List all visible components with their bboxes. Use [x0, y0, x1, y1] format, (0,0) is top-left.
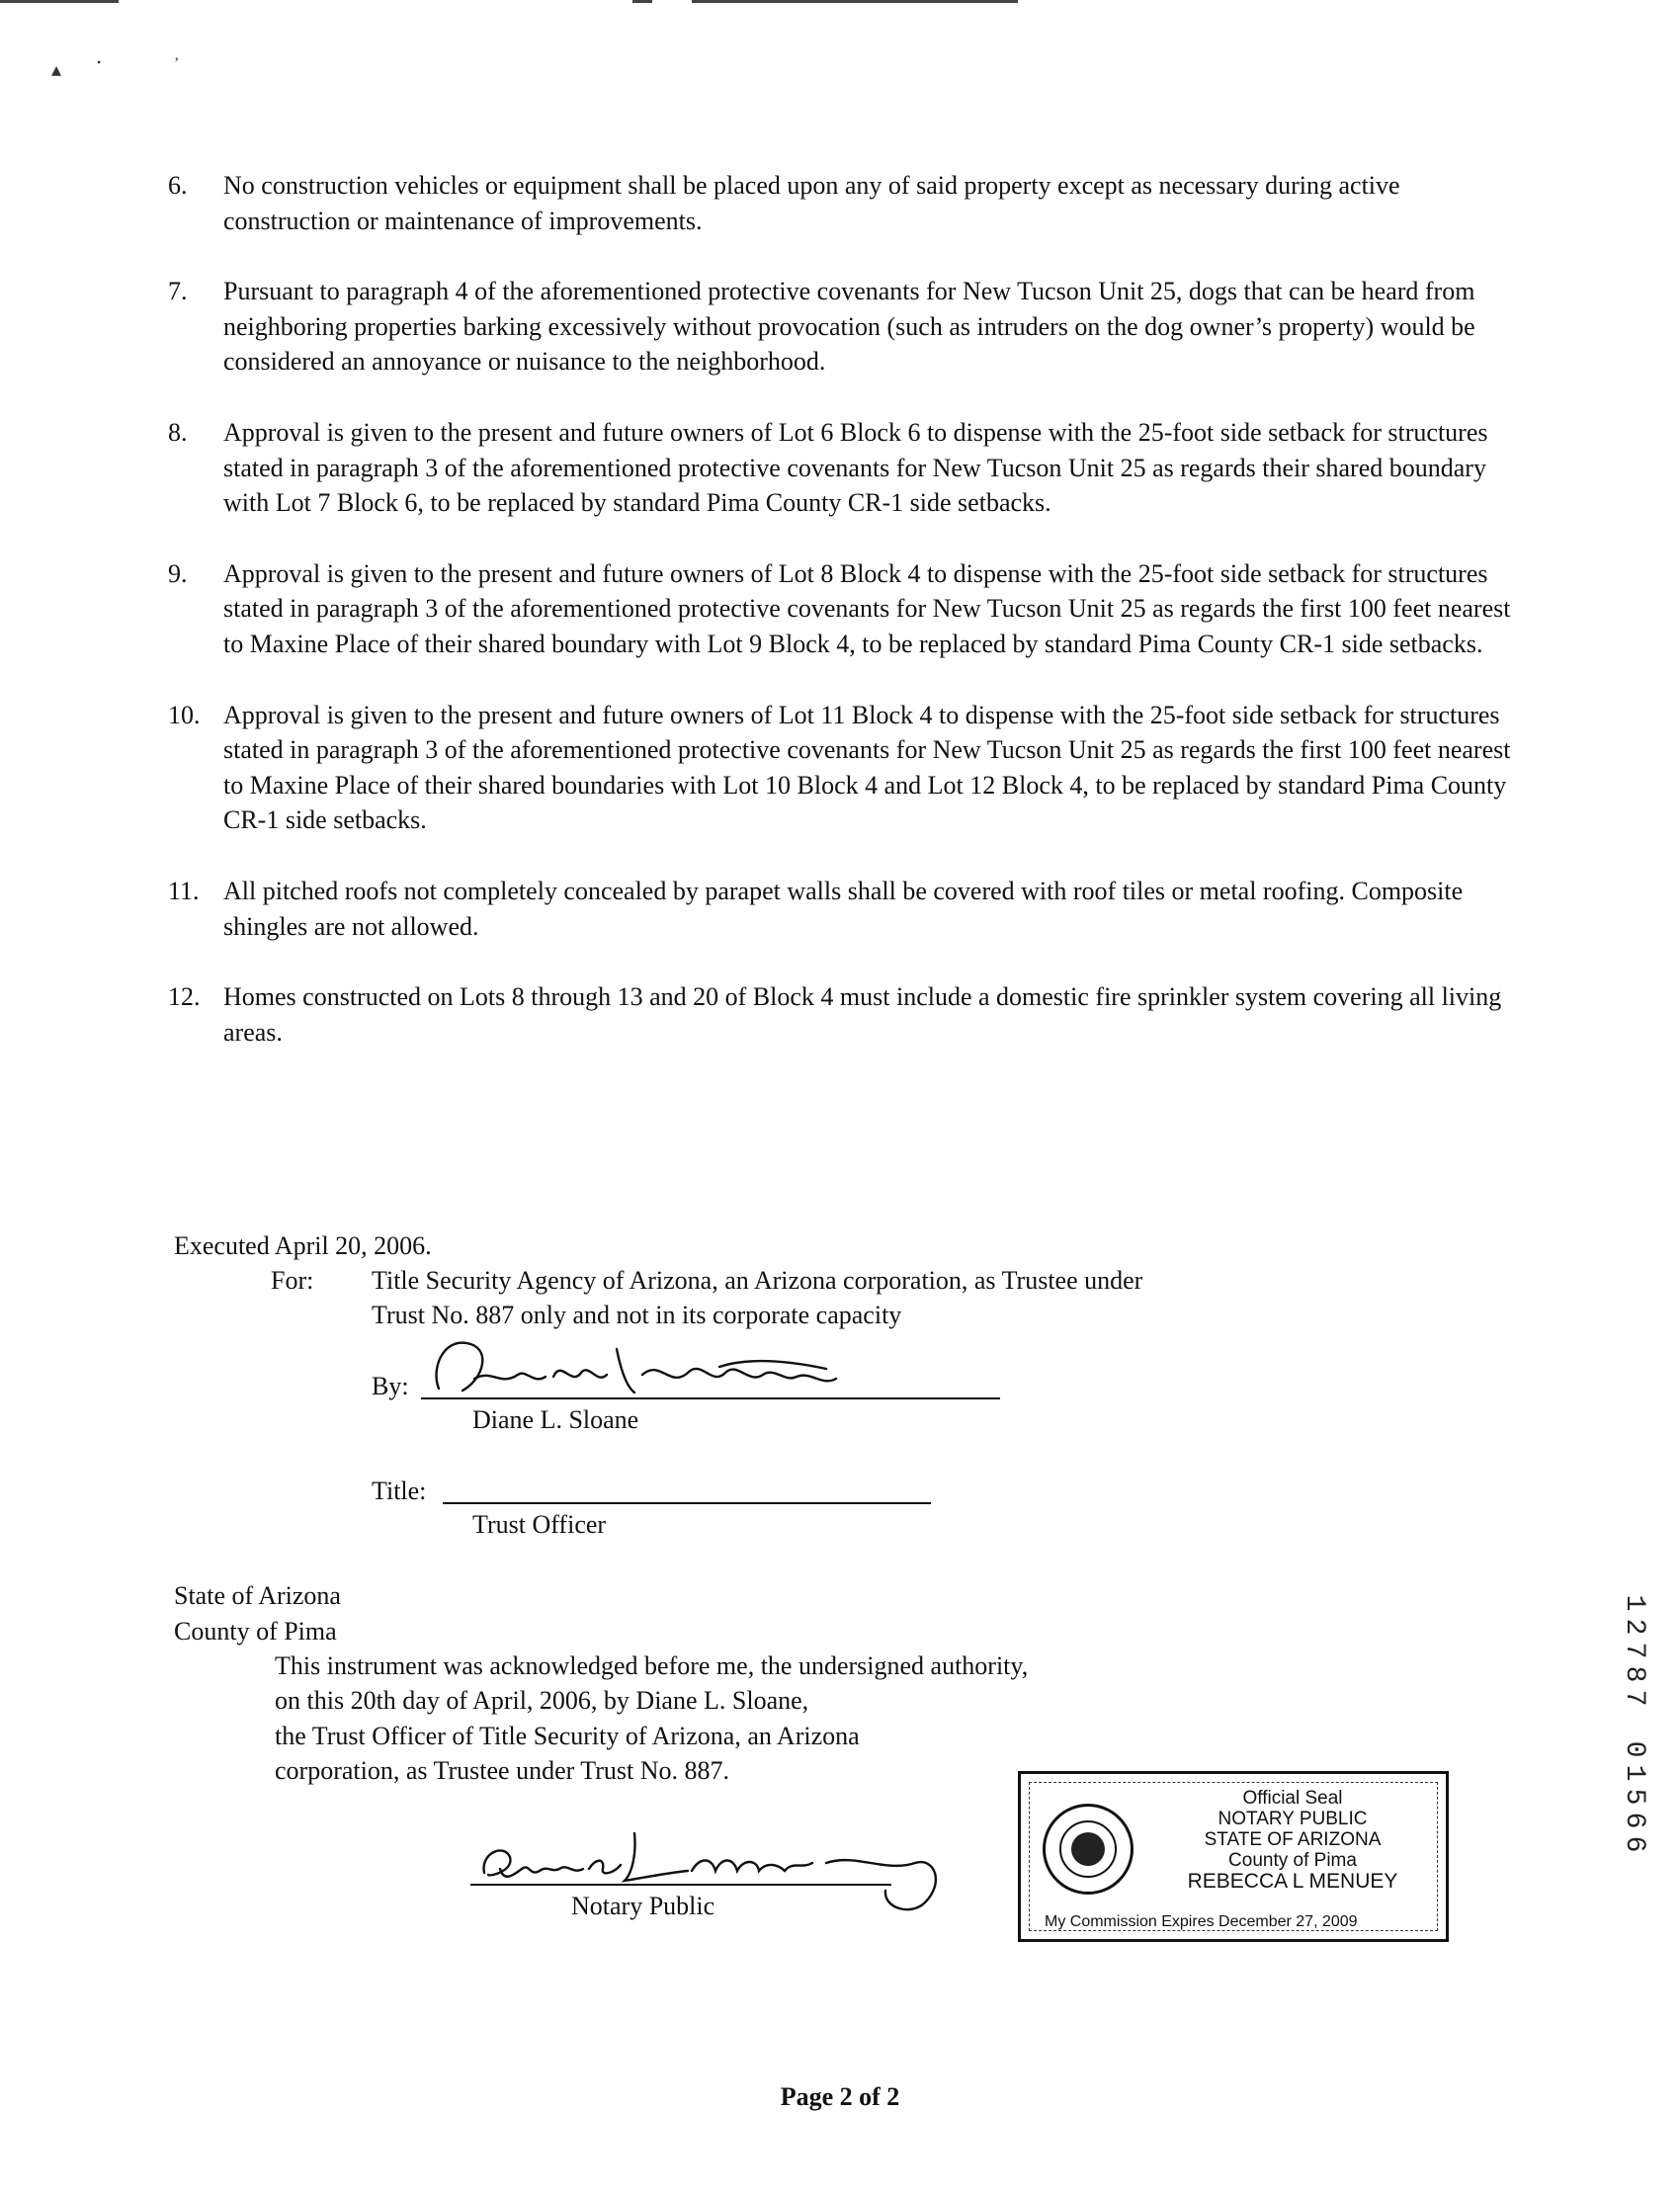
- item-text: All pitched roofs not completely concealed by parapet walls shall be covered with roof tiles or metal roofing. Composite shingles are not allowed.: [223, 876, 1464, 941]
- covenant-item: [168, 698, 1522, 838]
- covenant-item: [168, 979, 1522, 1050]
- by-label: By:: [372, 1372, 409, 1400]
- seal-line: STATE OF ARIZONA: [1204, 1829, 1382, 1850]
- recording-digit: 6: [1619, 1835, 1649, 1853]
- covenant-item: [168, 415, 1522, 521]
- recording-digit: 1: [1619, 1764, 1649, 1782]
- ack-line-3: the Trust Officer of Title Security of Arizona, an Arizona: [275, 1722, 860, 1750]
- covenant-item: [168, 274, 1522, 380]
- ack-line-4: corporation, as Trustee under Trust No. 887.: [275, 1756, 730, 1785]
- recording-number: [1619, 1591, 1648, 1856]
- recording-digit: 7: [1619, 1689, 1649, 1707]
- seal-text: [1159, 1788, 1426, 1892]
- scan-speck: •: [97, 55, 102, 69]
- recording-digit: 0: [1619, 1740, 1649, 1758]
- notary-signature-line: [470, 1884, 891, 1886]
- scan-speck: ▴: [51, 59, 62, 81]
- ack-state: State of Arizona: [174, 1581, 341, 1610]
- seal-commission-expiry: My Commission Expires December 27, 2009: [1045, 1913, 1358, 1930]
- for-label: For:: [271, 1266, 314, 1295]
- covenant-item: [168, 874, 1522, 944]
- item-text: Homes constructed on Lots 8 through 13 and 20 of Block 4 must include a domestic fire sprinkler system covering all living areas.: [223, 982, 1502, 1047]
- item-number: 6.: [168, 171, 188, 200]
- covenant-item: [168, 168, 1522, 238]
- signer-title: Trust Officer: [472, 1510, 607, 1539]
- item-text: Approval is given to the present and future owners of Lot 11 Block 4 to dispense with the 25-foot side setback for structures stated in paragraph 3 of the aforementioned protective covenants for New Tucson Unit 25 as regards the first 100 feet nearest to Maxine Place of their shared boundaries with Lot 10 Block 4 and Lot 12 Block 4, to be replaced by standard Pima County CR-1 side setbacks.: [223, 700, 1511, 835]
- title-label: Title:: [372, 1477, 427, 1505]
- notary-seal-stamp: [1018, 1771, 1449, 1942]
- ack-county: County of Pima: [174, 1617, 337, 1646]
- item-number: 9.: [168, 558, 188, 588]
- recording-digit: 5: [1619, 1788, 1649, 1806]
- recording-digit: 6: [1619, 1812, 1649, 1829]
- notary-label: Notary Public: [571, 1892, 715, 1920]
- item-number: 10.: [168, 700, 201, 729]
- scan-top-edge: [0, 0, 1680, 5]
- for-line-1: Title Security Agency of Arizona, an Arizona corporation, as Trustee under: [372, 1266, 1143, 1295]
- recording-digit: 8: [1619, 1665, 1649, 1683]
- title-line: [443, 1502, 931, 1504]
- item-number: 7.: [168, 277, 188, 306]
- ack-line-2: on this 20th day of April, 2006, by Diane L. Sloane,: [275, 1686, 809, 1715]
- seal-line: Official Seal: [1242, 1788, 1343, 1809]
- covenant-items: [168, 168, 1522, 1085]
- executed-date: Executed April 20, 2006.: [174, 1231, 432, 1260]
- signer-name: Diane L. Sloane: [472, 1405, 639, 1434]
- scan-speck: ʼ: [174, 55, 180, 72]
- item-text: Approval is given to the present and future owners of Lot 8 Block 4 to dispense with the 25-foot side setback for structures stated in paragraph 3 of the aforementioned protective covenants for New Tucson Unit 25 as regards the first 100 feet nearest to Maxine Place of their shared boundary with Lot 9 Block 4, to be replaced by standard Pima County CR-1 side setbacks.: [223, 558, 1511, 658]
- ack-line-1: This instrument was acknowledged before me, the undersigned authority,: [275, 1651, 1029, 1680]
- item-number: 11.: [168, 876, 200, 905]
- trustee-signature: [423, 1329, 878, 1408]
- item-text: Approval is given to the present and future owners of Lot 6 Block 6 to dispense with the 25-foot side setback for structures stated in paragraph 3 of the aforementioned protective covenants for New Tucson Unit 25 as regards their shared boundary with Lot 7 Block 6, to be replaced by standard Pima County CR-1 side setbacks.: [223, 417, 1488, 518]
- seal-line: NOTARY PUBLIC: [1218, 1809, 1368, 1829]
- covenant-item: [168, 556, 1522, 662]
- recording-digit: 1: [1619, 1594, 1649, 1612]
- item-text: No construction vehicles or equipment shall be placed upon any of said property except as necessary during active construction or maintenance of improvements.: [223, 171, 1400, 235]
- seal-line: County of Pima: [1228, 1850, 1357, 1871]
- state-seal-emblem-icon: [1043, 1804, 1134, 1895]
- for-line-2: Trust No. 887 only and not in its corporate capacity: [372, 1301, 902, 1329]
- item-number: 12.: [168, 982, 201, 1012]
- item-number: 8.: [168, 417, 188, 447]
- notary-signature: [470, 1814, 965, 1922]
- item-text: Pursuant to paragraph 4 of the aforementioned protective covenants for New Tucson Unit 25, dogs that can be heard from neighboring properties barking excessively without provocation (such as intruders on the dog owner’s property) would be considered an annoyance or nuisance to the neighborhood.: [223, 277, 1475, 377]
- recording-digit: 7: [1619, 1642, 1649, 1659]
- page-number: Page 2 of 2: [780, 2082, 900, 2111]
- seal-line: REBECCA L MENUEY: [1187, 1870, 1398, 1893]
- recording-digit: 2: [1619, 1618, 1649, 1636]
